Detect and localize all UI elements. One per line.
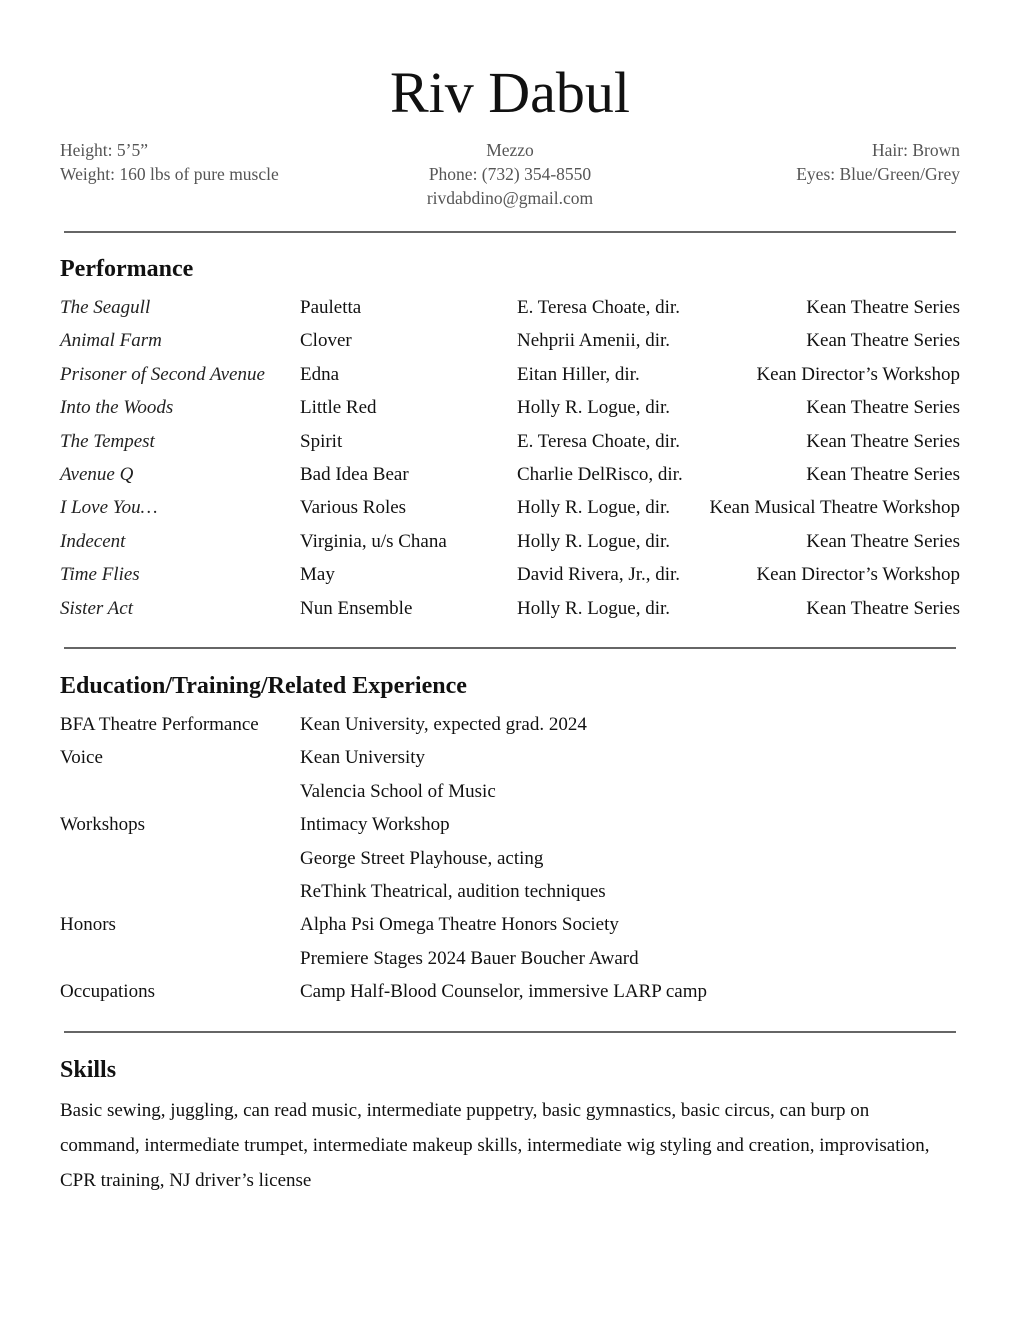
education-detail: Kean University, expected grad. 2024 (300, 714, 587, 735)
performance-row (60, 291, 960, 324)
stats-left (60, 138, 279, 186)
education-detail: Premiere Stages 2024 Bauer Boucher Award (300, 947, 639, 969)
education-row (60, 808, 960, 841)
role-name: Bad Idea Bear (300, 463, 409, 485)
venue-name: Kean Theatre Series (806, 530, 960, 552)
role-name: Clover (300, 330, 352, 352)
director-name: David Rivera, Jr., dir. (517, 564, 681, 586)
venue-name: Kean Theatre Series (806, 297, 960, 318)
director-name: Holly R. Logue, dir. (517, 497, 671, 519)
venue-name: Kean Director’s Workshop (756, 564, 960, 586)
hair-text: Hair: Brown (872, 140, 960, 160)
performance-row (60, 558, 960, 591)
stats-right (796, 138, 960, 186)
director-name: Holly R. Logue, dir. (517, 397, 671, 419)
performance-row (60, 458, 960, 491)
education-row (60, 775, 960, 808)
show-title: The Seagull (60, 297, 151, 318)
education-detail: Intimacy Workshop (300, 814, 450, 836)
education-row (60, 708, 960, 741)
performance-row (60, 525, 960, 558)
show-title: The Tempest (60, 430, 155, 452)
performance-table (60, 291, 960, 625)
weight-text: Weight: 160 lbs of pure muscle (60, 164, 279, 184)
show-title: I Love You… (60, 497, 158, 519)
venue-name: Kean Theatre Series (806, 397, 960, 419)
show-title: Animal Farm (60, 330, 162, 352)
education-row (60, 842, 960, 875)
venue-name: Kean Theatre Series (806, 430, 960, 452)
venue-name: Kean Director’s Workshop (756, 363, 960, 385)
role-name: Pauletta (300, 297, 362, 318)
director-name: Nehprii Amenii, dir. (517, 330, 671, 352)
show-title: Sister Act (60, 597, 134, 619)
divider-performance (64, 647, 956, 649)
director-name: E. Teresa Choate, dir. (517, 297, 680, 318)
education-detail: Kean University (300, 747, 426, 769)
resume-name: Riv Dabul (389, 60, 631, 125)
education-row (60, 908, 960, 941)
divider-header (64, 231, 956, 233)
performance-row (60, 358, 960, 391)
education-detail: Alpha Psi Omega Theatre Honors Society (300, 914, 619, 936)
director-name: Holly R. Logue, dir. (517, 530, 671, 552)
education-category: BFA Theatre Performance (60, 714, 259, 735)
role-name: May (300, 564, 335, 586)
show-title: Time Flies (60, 564, 140, 586)
education-category: Honors (60, 914, 116, 936)
education-heading: Education/Training/Related Experience (60, 673, 467, 699)
education-category: Occupations (60, 981, 155, 1003)
performance-row (60, 592, 960, 625)
divider-education (64, 1031, 956, 1033)
education-row (60, 741, 960, 774)
performance-row (60, 391, 960, 424)
email-text: rivdabdino@gmail.com (426, 188, 594, 208)
role-name: Virginia, u/s Chana (300, 530, 447, 552)
show-title: Into the Woods (60, 397, 174, 419)
skills-text: Basic sewing, juggling, can read music, intermediate puppetry, basic gymnastics, basic circus, can burp on command, intermediate trumpet, intermediate makeup skills, intermediate wig styling and creation, improvisation, CPR training, NJ driver’s license (60, 1100, 930, 1191)
role-name: Various Roles (300, 497, 407, 519)
venue-name: Kean Theatre Series (806, 330, 960, 352)
phone-text: Phone: (732) 354-8550 (428, 164, 592, 184)
contact-center (310, 138, 710, 210)
performance-row (60, 324, 960, 357)
show-title: Avenue Q (60, 463, 134, 485)
director-name: Eitan Hiller, dir. (517, 363, 640, 385)
education-category: Voice (60, 747, 103, 769)
director-name: Holly R. Logue, dir. (517, 597, 671, 619)
role-name: Nun Ensemble (300, 597, 413, 619)
performance-row (60, 425, 960, 458)
education-row (60, 942, 960, 975)
education-detail: George Street Playhouse, acting (300, 847, 544, 869)
education-detail: Valencia School of Music (300, 780, 496, 802)
voice-type-text: Mezzo (486, 140, 534, 160)
skills-heading: Skills (60, 1057, 117, 1083)
education-category: Workshops (60, 814, 146, 836)
eyes-text: Eyes: Blue/Green/Grey (796, 164, 960, 184)
role-name: Little Red (300, 397, 377, 419)
education-detail: Camp Half-Blood Counselor, immersive LARP camp (300, 981, 707, 1003)
venue-name: Kean Theatre Series (806, 463, 960, 485)
role-name: Edna (300, 363, 340, 385)
director-name: E. Teresa Choate, dir. (517, 430, 680, 452)
performance-heading: Performance (60, 256, 194, 282)
director-name: Charlie DelRisco, dir. (517, 463, 683, 485)
venue-name: Kean Musical Theatre Workshop (709, 497, 960, 519)
show-title: Prisoner of Second Avenue (60, 363, 265, 385)
education-row (60, 975, 960, 1008)
role-name: Spirit (300, 430, 343, 452)
venue-name: Kean Theatre Series (806, 597, 960, 619)
show-title: Indecent (60, 530, 126, 552)
education-table (60, 708, 960, 1009)
height-text: Height: 5’5” (60, 140, 148, 160)
education-row (60, 875, 960, 908)
performance-row (60, 491, 960, 524)
education-detail: ReThink Theatrical, audition techniques (300, 880, 606, 902)
